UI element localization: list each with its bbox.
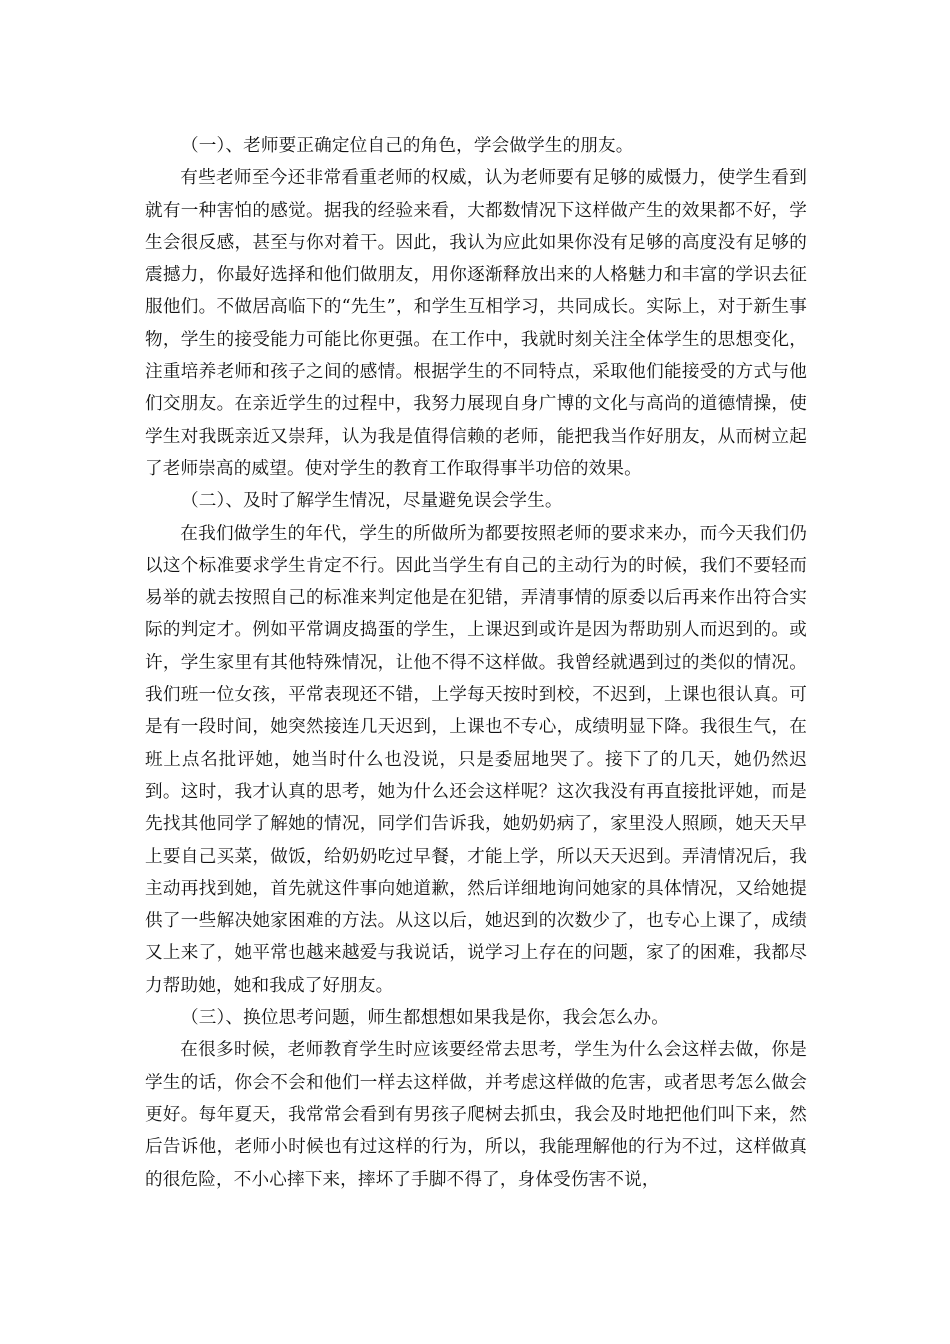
section-2-body: 在我们做学生的年代，学生的所做所为都要按照老师的要求来办，而今天我们仍以这个标准要求学生肯定不行。因此当学生有自己的主动行为的时候，我们不要轻而易举的就去按照自己的标准来判定他是在犯错，弄清事情的原委以后再来作出符合实际的判定才。例如平常调皮捣蛋的学生，上课迟到或许是因为帮助别人而迟到的。或许，学生家里有其他特殊情况，让他不得不这样做。我曾经就遇到过的类似的情况。我们班一位女孩，平常表现还不错，上学每天按时到校，不迟到，上课也很认真。可是有一段时间，她突然接连几天迟到，上课也不专心，成绩明显下降。我很生气，在班上点名批评她，她当时什么也没说，只是委屈地哭了。接下了的几天，她仍然迟到。这时，我才认真的思考，她为什么还会这样呢？这次我没有再直接批评她，而是先找其他同学了解她的情况，同学们告诉我，她奶奶病了，家里没人照顾，她天天早上要自己买菜，做饭，给奶奶吃过早餐，才能上学，所以天天迟到。弄清情况后，我主动再找到她，首先就这件事向她道歉，然后详细地询问她家的具体情况，又给她提供了一些解决她家困难的方法。从这以后，她迟到的次数少了，也专心上课了，成绩又上来了，她平常也越来越爱与我说话，说学习上存在的问题，家了的困难，我都尽力帮助她，她和我成了好朋友。 bbox=[145, 523, 807, 996]
section-1-body: 有些老师至今还非常看重老师的权威，认为老师要有足够的威慑力，使学生看到就有一种害怕的感觉。据我的经验来看，大都数情况下这样做产生的效果都不好，学生会很反感，甚至与你对着干。因此，我认为应此如果你没有足够的高度没有足够的震撼力，你最好选择和他们做朋友，用你逐渐释放出来的人格魅力和丰富的学识去征服他们。不做居高临下的“先生”，和学生互相学习，共同成长。实际上，对于新生事物，学生的接受能力可能比你更强。在工作中，我就时刻关注全体学生的思想变化，注重培养老师和孩子之间的感情。根据学生的不同特点，采取他们能接受的方式与他们交朋友。在亲近学生的过程中，我努力展现自身广博的文化与高尚的道德情操，使学生对我既亲近又崇拜，认为我是值得信赖的老师，能把我当作好朋友，从而树立起了老师崇高的威望。使对学生的教育工作取得事半功倍的效果。 bbox=[145, 168, 807, 479]
document-page bbox=[145, 130, 807, 1196]
section-3-body: 在很多时候，老师教育学生时应该要经常去思考，学生为什么会这样去做，你是学生的话，你会不会和他们一样去这样做，并考虑这样做的危害，或者思考怎么做会更好。每年夏天，我常常会看到有男孩子爬树去抓虫，我会及时地把他们叫下来，然后告诉他，老师小时候也有过这样的行为，所以，我能理解他的行为不过，这样做真的很危险，不小心摔下来，摔坏了手脚不得了，身体受伤害不说， bbox=[145, 1040, 807, 1190]
section-3-heading: （三）、换位思考问题，师生都想想如果我是你，我会怎么办。 bbox=[181, 1008, 670, 1029]
section-1-heading: （一）、老师要正确定位自己的角色，学会做学生的朋友。 bbox=[181, 136, 634, 156]
section-2-heading: （二）、及时了解学生情况，尽量避免误会学生。 bbox=[181, 491, 563, 512]
